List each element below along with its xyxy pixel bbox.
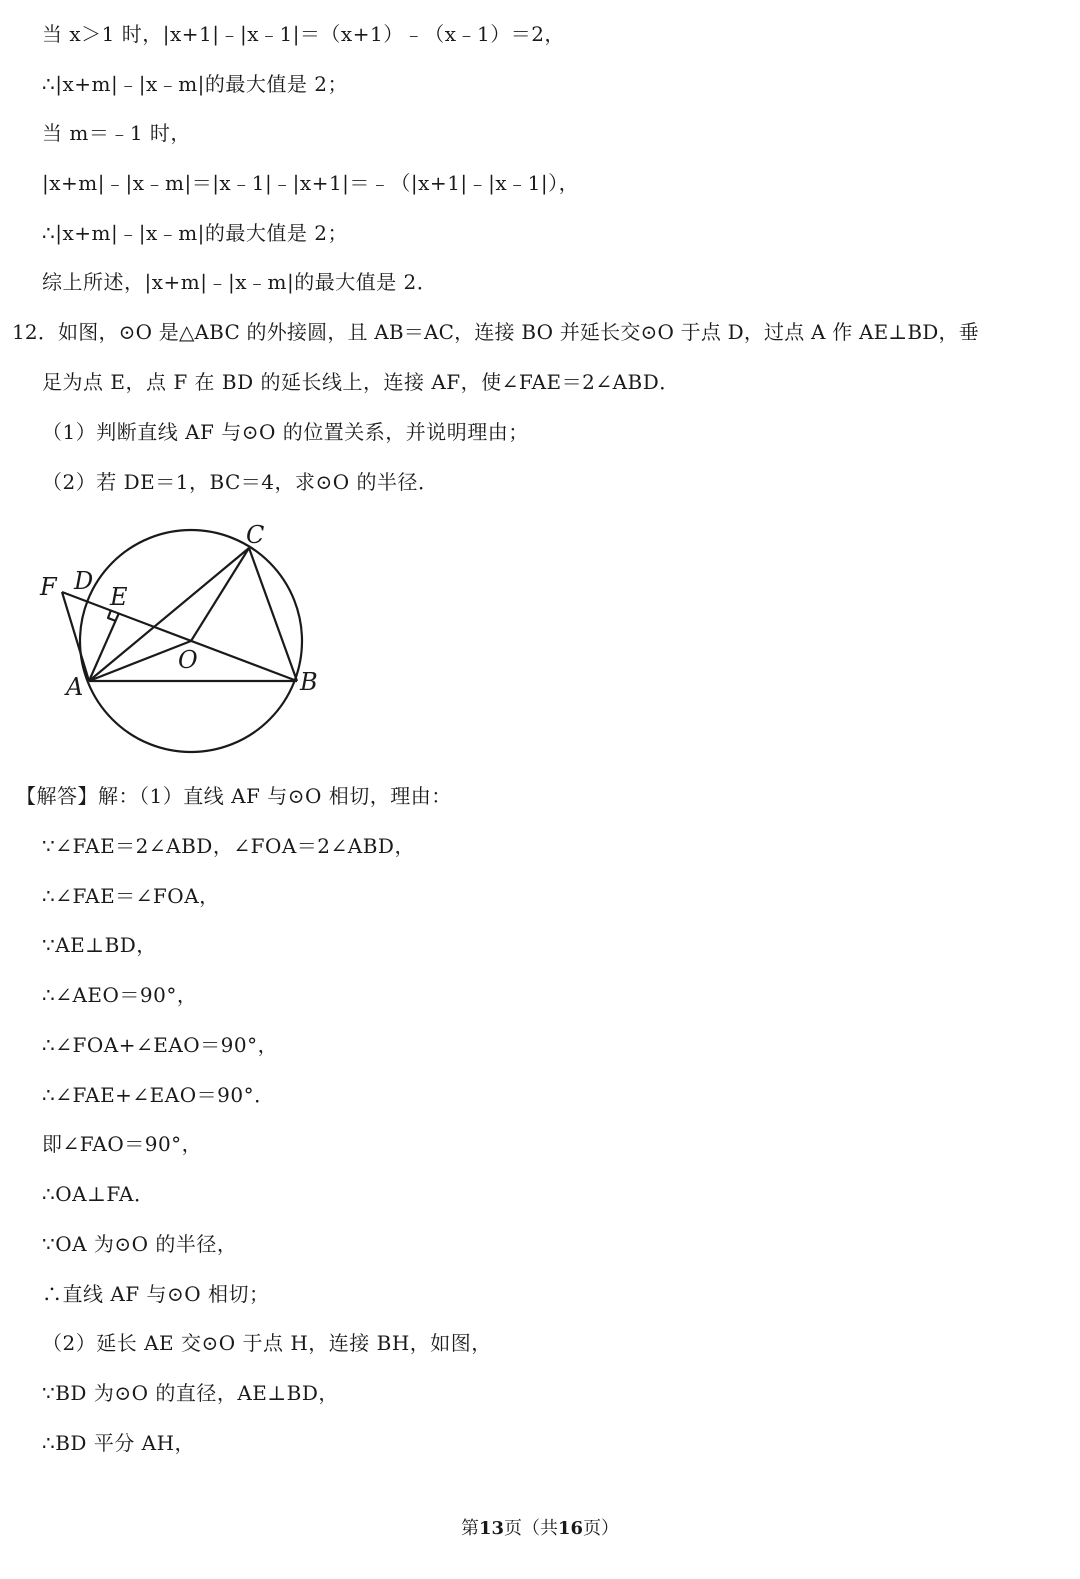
solution-line-2: ∴∠FAE＝∠FOA， [42, 884, 220, 908]
segment-ac [89, 548, 249, 681]
text-line-6: 综上所述，|x+m|﹣|x﹣m|的最大值是 2． [42, 270, 438, 294]
geometry-figure [30, 515, 340, 765]
solution-line-3: ∵AE⊥BD， [42, 933, 157, 957]
problem-12-statement: 12．如图，⊙O 是△ABC 的外接圆，且 AB＝AC，连接 BO 并延长交⊙O 于点 D，过点 A 作 AE⊥BD，垂 [12, 320, 979, 344]
label-a: A [66, 673, 84, 701]
label-b: B [300, 668, 318, 696]
problem-12-statement-cont: 足为点 E，点 F 在 BD 的延长线上，连接 AF，使∠FAE＝2∠ABD． [42, 370, 680, 394]
solution-line-13: ∴BD 平分 AH， [42, 1431, 196, 1455]
label-e: E [110, 583, 128, 611]
text-line-1: 当 x＞1 时，|x+1|﹣|x﹣1|＝（x+1）﹣（x﹣1）＝2， [42, 22, 565, 46]
solution-line-12: ∵BD 为⊙O 的直径，AE⊥BD， [42, 1381, 339, 1405]
solution-line-9: ∵OA 为⊙O 的半径， [42, 1232, 238, 1256]
footer-total-pages: 16 [558, 1518, 584, 1539]
segment-cb [249, 548, 297, 681]
text-line-2: ∴|x+m|﹣|x﹣m|的最大值是 2； [42, 72, 349, 96]
label-f: F [40, 573, 57, 601]
label-d: D [74, 567, 94, 595]
segment-oc [191, 548, 249, 641]
page-footer [0, 1517, 1080, 1541]
solution-line-8: ∴OA⊥FA． [42, 1182, 155, 1206]
footer-suffix: 页） [583, 1518, 620, 1539]
text-line-5: ∴|x+m|﹣|x﹣m|的最大值是 2； [42, 221, 349, 245]
text-line-4: |x+m|﹣|x﹣m|＝|x﹣1|﹣|x+1|＝﹣（|x+1|﹣|x﹣1|）， [42, 171, 580, 195]
solution-line-6: ∴∠FAE+∠EAO＝90°． [42, 1083, 275, 1107]
solution-line-5: ∴∠FOA+∠EAO＝90°， [42, 1033, 279, 1057]
text-line-3: 当 m＝﹣1 时， [42, 121, 191, 145]
problem-12-part-2: （2）若 DE＝1，BC＝4，求⊙O 的半径． [42, 470, 439, 494]
solution-line-11: （2）延长 AE 交⊙O 于点 H，连接 BH，如图， [42, 1331, 492, 1355]
solution-line-1: ∵∠FAE＝2∠ABD，∠FOA＝2∠ABD， [42, 834, 415, 858]
footer-prefix: 第 [460, 1518, 479, 1539]
solution-line-4: ∴∠AEO＝90°， [42, 983, 198, 1007]
label-c: C [246, 521, 265, 549]
label-o: O [178, 646, 198, 674]
solution-line-7: 即∠FAO＝90°， [42, 1132, 203, 1156]
solution-line-10: ∴直线 AF 与⊙O 相切； [42, 1282, 270, 1306]
solution-heading: 【解答】解：（1）直线 AF 与⊙O 相切，理由： [16, 784, 452, 808]
footer-middle: 页（共 [504, 1518, 558, 1539]
footer-page-number: 13 [478, 1518, 504, 1539]
problem-12-part-1: （1）判断直线 AF 与⊙O 的位置关系，并说明理由； [42, 420, 529, 444]
